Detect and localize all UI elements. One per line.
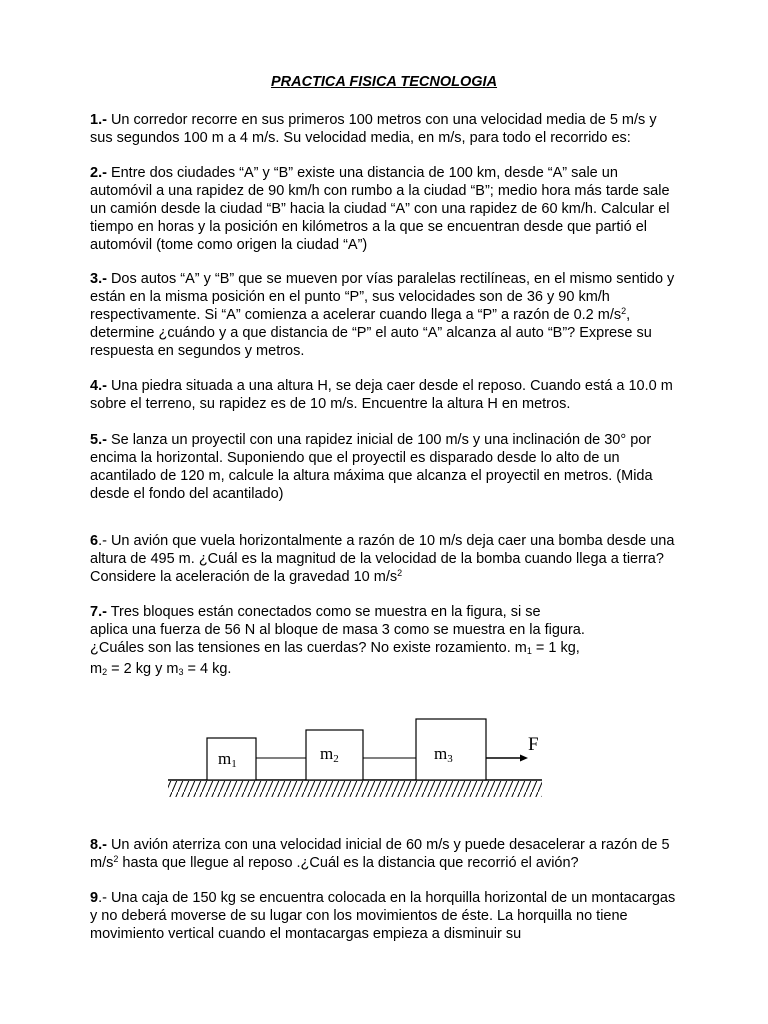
problem-text: Tres bloques están conectados como se muestra en la figura, si se	[106, 604, 541, 620]
block-m1-label: m1	[218, 749, 237, 770]
problem-7-line-1	[90, 603, 680, 621]
problem-text-cont: hasta que llegue al reposo .¿Cuál es la distancia que recorrió el avión?	[118, 855, 579, 871]
block-m3-label: m3	[434, 744, 453, 765]
problem-7-line-3	[90, 639, 680, 660]
superscript: 2	[397, 568, 403, 578]
block-m3	[416, 719, 486, 780]
block-m2-label: m2	[320, 744, 339, 765]
problem-number: 3.-	[90, 271, 107, 287]
problem-number: 9	[90, 890, 99, 906]
problem-7-line-4	[90, 660, 680, 681]
ground-hatch	[168, 781, 542, 797]
problem-text: .- Un avión que vuela horizontalmente a razón de 10 m/s deja caer una bomba desde una altura de 495 m. ¿Cuál es la magnitud de la velocidad de la bomba cuando llega a tierra? Considere la aceleración de la gravedad 10 m/s	[90, 533, 675, 585]
problem-number: 4.-	[90, 378, 107, 394]
problem-text: Un avión aterriza con una velocidad inicial de 60 m/s y puede desacelerar a razón de 5 m/s	[90, 837, 670, 871]
problem-3	[90, 270, 680, 360]
subscript: 3	[178, 667, 184, 677]
problem-text: Un corredor recorre en sus primeros 100 metros con una velocidad media de 5 m/s y sus segundos 100 m a 4 m/s. Su velocidad media, en m/s, para todo el recorrido es:	[90, 112, 657, 146]
subscript: 2	[102, 667, 108, 677]
problem-text: m	[90, 661, 103, 677]
problem-number: 2.-	[90, 165, 107, 181]
problem-text: Entre dos ciudades “A” y “B” existe una distancia de 100 km, desde “A” sale un automóvil a una rapidez de 90 km/h con rumbo a la ciudad “B”; medio hora más tarde sale un camión desde la ciudad “B” hacia la ciudad “A” con una rapidez de 60 km/h. Calcular el tiempo en horas y la posición en kilómetros a la que se encuentran desde que partió el automóvil (tome como origen la ciudad “A”)	[90, 165, 670, 253]
problem-4	[90, 377, 680, 413]
problem-text: Dos autos “A” y “B” que se mueven por vías paralelas rectilíneas, en el mismo sentido y están en la misma posición en el punto “P”, sus velocidades son de 36 y 90 km/h respectivamente. Si “A” comienza a acelerar cuando llega a “P” a razón de 0.2 m/s	[90, 271, 675, 323]
problem-number: 5.-	[90, 432, 107, 448]
problem-text: = 1 kg,	[531, 640, 580, 656]
page-title: PRACTICA FISICA TECNOLOGIA	[270, 74, 498, 90]
problem-number: 6	[90, 533, 99, 549]
problem-text: = 2 kg y m	[107, 661, 179, 677]
problem-8	[90, 836, 680, 872]
problem-number: 7.-	[90, 604, 107, 620]
force-label: F	[528, 734, 539, 755]
problem-number: 8.-	[90, 837, 107, 853]
problem-text: .- Una caja de 150 kg se encuentra colocada en la horquilla horizontal de un montacargas y no deberá moverse de su lugar con los movimientos de éste. La horquilla no tiene movimiento vertical cuando el montacargas empieza a disminuir su	[90, 890, 676, 942]
subscript: 1	[526, 646, 532, 656]
problem-9	[90, 889, 680, 943]
superscript: 2	[621, 306, 627, 316]
superscript: 2	[113, 854, 119, 864]
problem-7	[90, 603, 680, 681]
force-arrowhead	[520, 755, 528, 762]
problem-2	[90, 164, 680, 254]
problem-text: Una piedra situada a una altura H, se deja caer desde el reposo. Cuando está a 10.0 m sobre el terreno, su rapidez es de 10 m/s. Encuentre la altura H en metros.	[90, 378, 673, 412]
problem-text: = 4 kg.	[183, 661, 232, 677]
problem-7-line-2: aplica una fuerza de 56 N al bloque de masa 3 como se muestra en la figura.	[90, 622, 585, 638]
problem-1	[90, 111, 680, 147]
problem-text-cont: , determine ¿cuándo y a que distancia de “P” el auto “A” alcanza al auto “B”? Exprese su respuesta en segundos y metros.	[90, 307, 652, 359]
problem-6	[90, 532, 680, 586]
problem-text: Se lanza un proyectil con una rapidez inicial de 100 m/s y una inclinación de 30° por encima la horizontal. Suponiendo que el proyectil es disparado desde lo alto de un acantilado de 120 m, calcule la altura máxima que alcanza el proyectil en metros. (Mida desde el fondo del acantilado)	[90, 432, 653, 502]
blocks-figure	[160, 708, 560, 803]
problem-text: ¿Cuáles son las tensiones en las cuerdas? No existe rozamiento. m	[90, 640, 527, 656]
problem-5	[90, 431, 680, 503]
problem-number: 1.-	[90, 112, 107, 128]
